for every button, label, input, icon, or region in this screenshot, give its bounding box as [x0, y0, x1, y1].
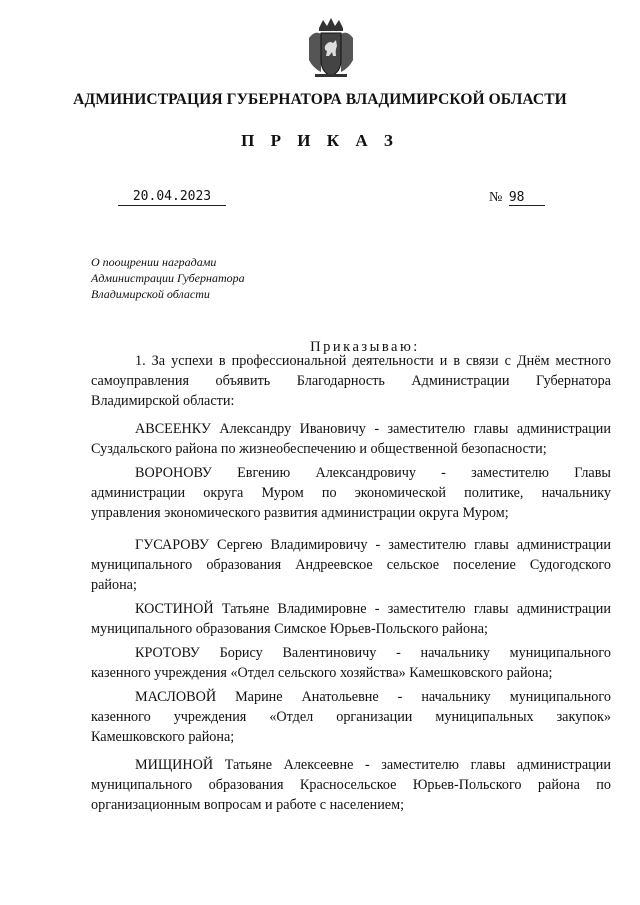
paragraph-line: муниципального образования Андреевское сельское поселение Судогодского [91, 557, 611, 573]
subject-line: Администрации Губернатора [91, 271, 245, 285]
order-paragraph [91, 599, 611, 639]
paragraph-line: 1. За успехи в профессиональной деятельности и в связи с Днём местного [135, 353, 611, 369]
paragraph-line: ВОРОНОВУ Евгению Александровичу - заместителю Главы [135, 465, 611, 481]
paragraph-line: КОСТИНОЙ Татьяне Владимировне - заместителю главы администрации [135, 601, 611, 617]
order-paragraph [91, 351, 611, 411]
order-date: 20.04.2023 [118, 189, 226, 206]
order-paragraph [91, 755, 611, 815]
order-paragraph [91, 535, 611, 595]
paragraph-line: казенного учреждения «Отдел сельского хозяйства» Камешковского района; [91, 665, 553, 681]
document-type-heading: П Р И К А З [241, 131, 399, 150]
order-paragraph [91, 687, 611, 747]
order-paragraph [91, 419, 611, 459]
paragraph-line: района; [91, 577, 137, 593]
number-sign: № [489, 190, 503, 205]
paragraph-line: КРОТОВУ Борису Валентиновичу - начальнику муниципального [135, 645, 611, 661]
paragraph-line: муниципального образования Симское Юрьев-Польского района; [91, 621, 488, 637]
paragraph-line: муниципального образования Красносельское Юрьев-Польского района по [91, 777, 611, 793]
organization-title: АДМИНИСТРАЦИЯ ГУБЕРНАТОРА ВЛАДИМИРСКОЙ ОБЛАСТИ [73, 91, 567, 108]
paragraph-line: Владимирской области: [91, 393, 235, 409]
coat-of-arms-emblem [305, 16, 357, 80]
paragraph-line: Суздальского района по жизнеобеспечению и общественной безопасности; [91, 441, 547, 457]
paragraph-line: управления экономического развития администрации округа Муром; [91, 505, 509, 521]
paragraph-line: МИЩИНОЙ Татьяне Алексеевне - заместителю главы администрации [135, 757, 611, 773]
order-number-block [489, 190, 545, 206]
paragraph-line: ГУСАРОВУ Сергею Владимировичу - заместителю главы администрации [135, 537, 611, 553]
paragraph-line: АВСЕЕНКУ Александру Ивановичу - заместителю главы администрации [135, 421, 611, 437]
paragraph-line: казенного учреждения «Отдел организации муниципальных закупок» [91, 709, 611, 725]
paragraph-line: МАСЛОВОЙ Марине Анатольевне - начальнику муниципального [135, 689, 611, 705]
order-paragraph [91, 643, 611, 683]
paragraph-line: организационным вопросам и работе с населением; [91, 797, 405, 813]
subject-line: О поощрении наградами [91, 255, 217, 269]
paragraph-line: Камешковского района; [91, 729, 235, 745]
paragraph-line: администрации округа Муром по экономической политике, начальнику [91, 485, 611, 501]
order-subject [91, 254, 245, 302]
subject-line: Владимирской области [91, 287, 210, 301]
order-paragraph [91, 463, 611, 523]
order-number: 98 [509, 190, 545, 206]
paragraph-line: самоуправления объявить Благодарность Администрации Губернатора [91, 373, 611, 389]
command-word: Приказываю: [310, 339, 420, 355]
